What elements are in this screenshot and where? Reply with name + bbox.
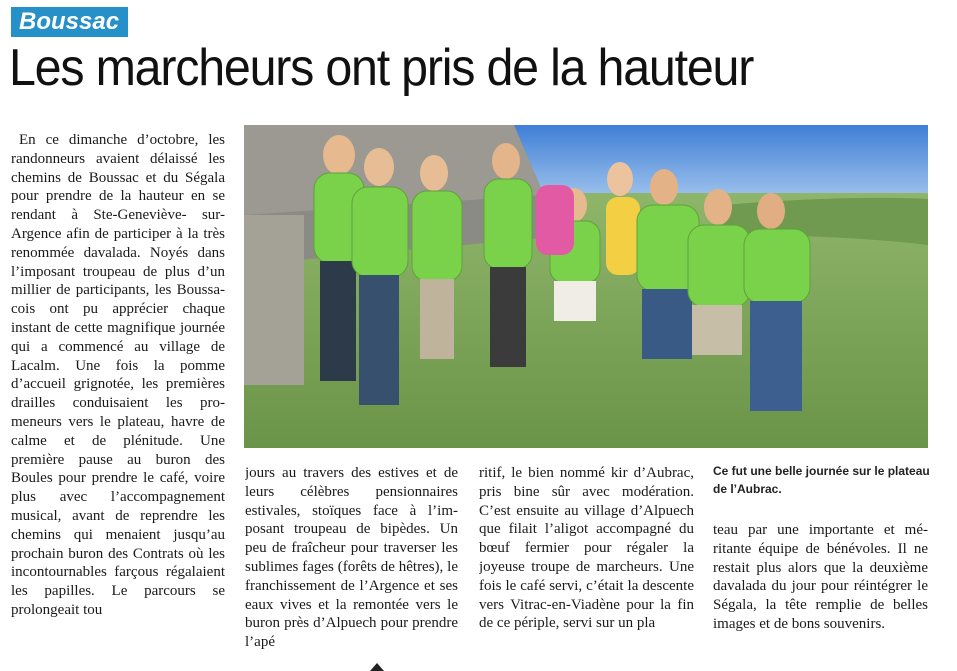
photo-caption: Ce fut une belle journée sur le plateau de l’Aubrac. [713, 464, 930, 496]
headline: Les marcheurs ont pris de la hauteur [9, 39, 754, 97]
group-photo [244, 125, 928, 448]
end-marker [370, 663, 384, 671]
article-column-4: teau par une importante et méritante équipe de bénévoles. Il ne restait plus alors que la deuxième davalada du jour pour réintégrer le Ségala, la tête remplie de belles images et de bons souvenirs. [713, 522, 928, 632]
section-kicker: Boussac [11, 7, 128, 37]
group-photo-illustration [244, 125, 928, 448]
article-column-2: jours au travers des estives et de leurs célèbres pensionnaires estivales, stoïques face à l’imposant troupeau de bipèdes. Un peu de fraîcheur pour traverser les sublimes fages (forêts de hêtres), le franchissement de l’Argence et ses eaux vives et la remontée vers le buron près d’Alpuech pour prendre l’apé [245, 465, 458, 651]
article-column-1: En ce dimanche d’octobre, les randonneurs avaient délaissé les chemins de Boussac et du Ségala pour prendre de la hauteur en se rendant à Ste-Geneviève- sur-Argence afin de participer à la très renommée davalada. Noyés dans l’imposant troupeau de plus d’un millier de participants, les Boussacois ont pu apprécier chaque instant de cette magnifique journée qui a commencé au village de Lacalm. Une fois la pomme d’accueil grignotée, les premières drailles conduisaient les promeneurs vers le plateau, havre de calme et de plénitude. Une première pause au buron des Boules pour prendre le café, voire plus avec l’accompagnement musical, avant de reprendre les chemins qui menaient jusqu’au prochain buron des Contrats où les incontournables farçous régalaient les papilles. Le parcours se prolongeait tou [11, 132, 225, 618]
article-column-3: ritif, le bien nommé kir d’Aubrac, pris bine sûr avec modération. C’est ensuite au village d’Alpuech que filait l’aligot accompagné du bœuf fermier pour régaler la joyeuse troupe de marcheurs. Une fois le café servi, c’était la descente vers Vitrac-en-Viadène pour la fin de ce périple, servi sur un pla [479, 465, 694, 632]
